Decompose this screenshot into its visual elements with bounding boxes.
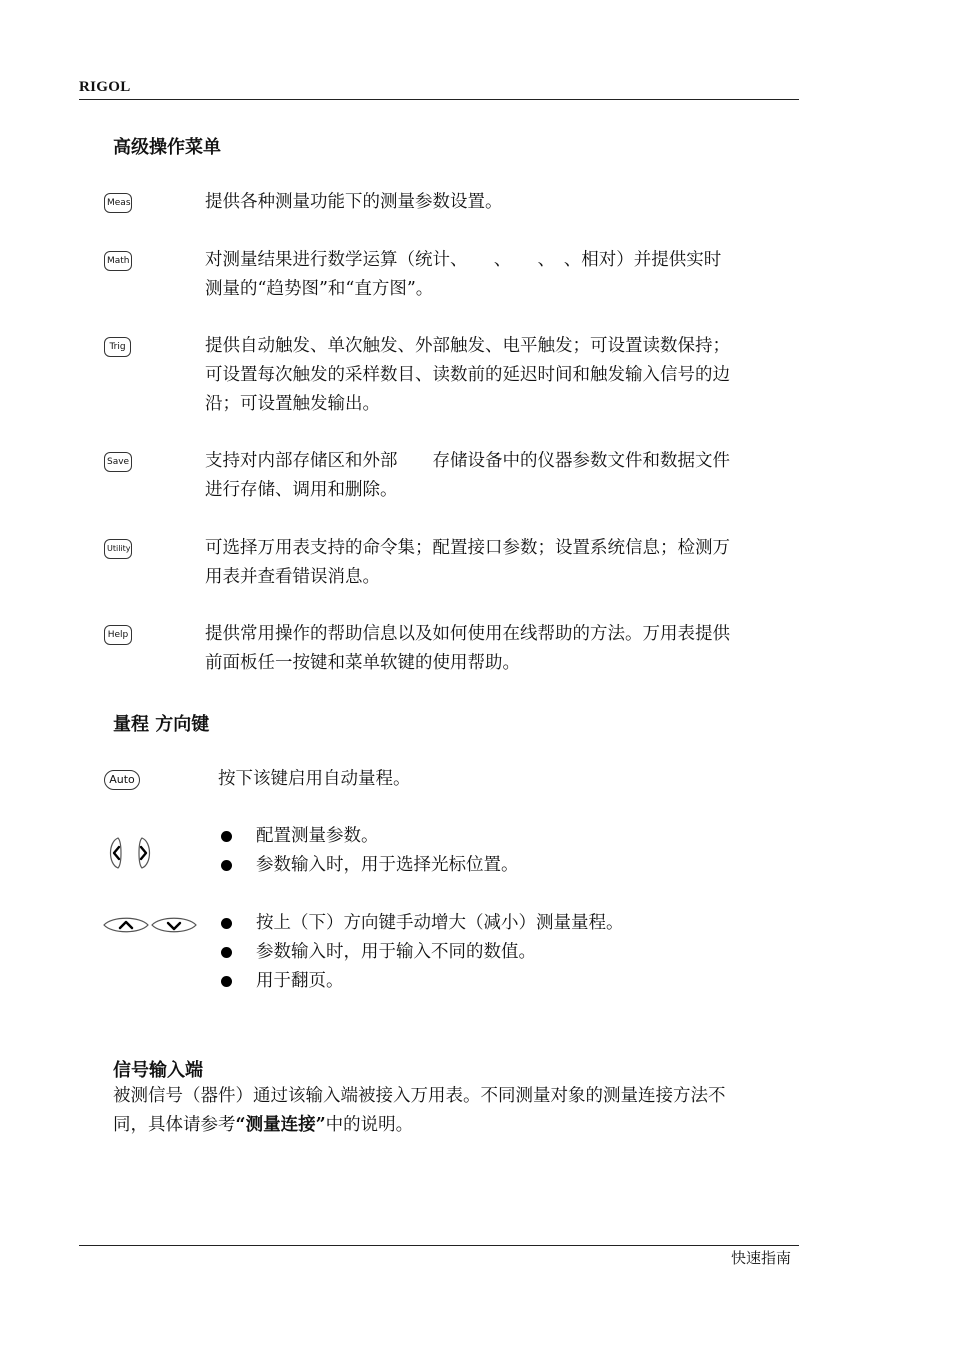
signal-input-paragraph [113, 1082, 803, 1140]
help-desc-line: 前面板任一按键和菜单软键的使用帮助。 [205, 653, 520, 673]
trig-description [205, 332, 800, 419]
paragraph-text: 同，具体请参考 [113, 1115, 236, 1135]
utility-desc-line: 可选择万用表支持的命令集；配置接口参数；设置系统信息；检测万 [205, 538, 730, 558]
utility-description [205, 534, 800, 592]
save-description [205, 447, 800, 505]
math-desc-line: 测量的“趋势图”和“直方图”。 [205, 279, 434, 299]
math-desc-line: 对测量结果进行数学运算（统计、 、 、 、相对）并提供实时 [205, 250, 722, 270]
save-desc-line: 进行存储、调用和删除。 [205, 480, 398, 500]
left-right-arrow-keys-icon [104, 836, 158, 870]
bullet-text: 参数输入时，用于输入不同的数值。 [256, 942, 536, 962]
trig-desc-line: 可设置每次触发的采样数目、读数前的延迟时间和触发输入信号的边 [205, 365, 730, 385]
advanced-menu-title: 高级操作菜单 [113, 137, 221, 158]
help-desc-line: 提供常用操作的帮助信息以及如何使用在线帮助的方法。万用表提供 [205, 624, 730, 644]
signal-input-title: 信号输入端 [113, 1060, 203, 1081]
list-item [218, 851, 519, 880]
bullet-text: 参数输入时，用于选择光标位置。 [256, 855, 519, 875]
paragraph-text: 中的说明。 [325, 1115, 414, 1135]
trig-key-icon: Trig [104, 337, 131, 357]
list-item [218, 909, 624, 938]
utility-key-icon: Utility [104, 539, 132, 559]
save-desc-line: 支持对内部存储区和外部 存储设备中的仪器参数文件和数据文件 [205, 451, 730, 471]
paragraph-line: 被测信号（器件）通过该输入端被接入万用表。不同测量对象的测量连接方法不 [113, 1086, 726, 1106]
brand-logo-text: RIGOL [79, 79, 131, 95]
math-description [205, 246, 800, 304]
meas-description [205, 188, 800, 217]
math-key-icon: Math [104, 251, 132, 271]
meas-desc-line: 提供各种测量功能下的测量参数设置。 [205, 192, 503, 212]
auto-description: 按下该键启用自动量程。 [218, 769, 411, 789]
bullet-dot [221, 860, 232, 871]
list-item [218, 938, 624, 967]
auto-key-icon: Auto [104, 770, 140, 790]
bullet-text: 配置测量参数。 [256, 826, 379, 846]
up-down-keys-bullets [218, 909, 624, 996]
bullet-dot [221, 831, 232, 842]
help-key-icon: Help [104, 625, 132, 645]
measurement-connection-reference: “测量连接” [235, 1115, 326, 1135]
list-item [218, 822, 519, 851]
help-description [205, 620, 800, 678]
left-right-keys-bullets [218, 822, 519, 880]
header-rule [79, 99, 799, 100]
bullet-text: 用于翻页。 [256, 971, 344, 991]
paragraph-line [113, 1111, 803, 1140]
save-key-icon: Save [104, 452, 132, 472]
meas-key-icon: Meas [104, 193, 132, 213]
bullet-dot [221, 976, 232, 987]
footer-rule [79, 1245, 799, 1246]
up-down-arrow-keys-icon [102, 914, 198, 936]
footer-title: 快速指南 [731, 1249, 792, 1267]
list-item [218, 967, 624, 996]
trig-desc-line: 沿；可设置触发输出。 [205, 394, 380, 414]
utility-desc-line: 用表并查看错误消息。 [205, 567, 380, 587]
bullet-text: 按上（下）方向键手动增大（减小）测量量程。 [256, 913, 624, 933]
bullet-dot [221, 947, 232, 958]
bullet-dot [221, 918, 232, 929]
trig-desc-line: 提供自动触发、单次触发、外部触发、电平触发；可设置读数保持； [205, 336, 730, 356]
range-section-title: 量程 方向键 [113, 714, 210, 735]
